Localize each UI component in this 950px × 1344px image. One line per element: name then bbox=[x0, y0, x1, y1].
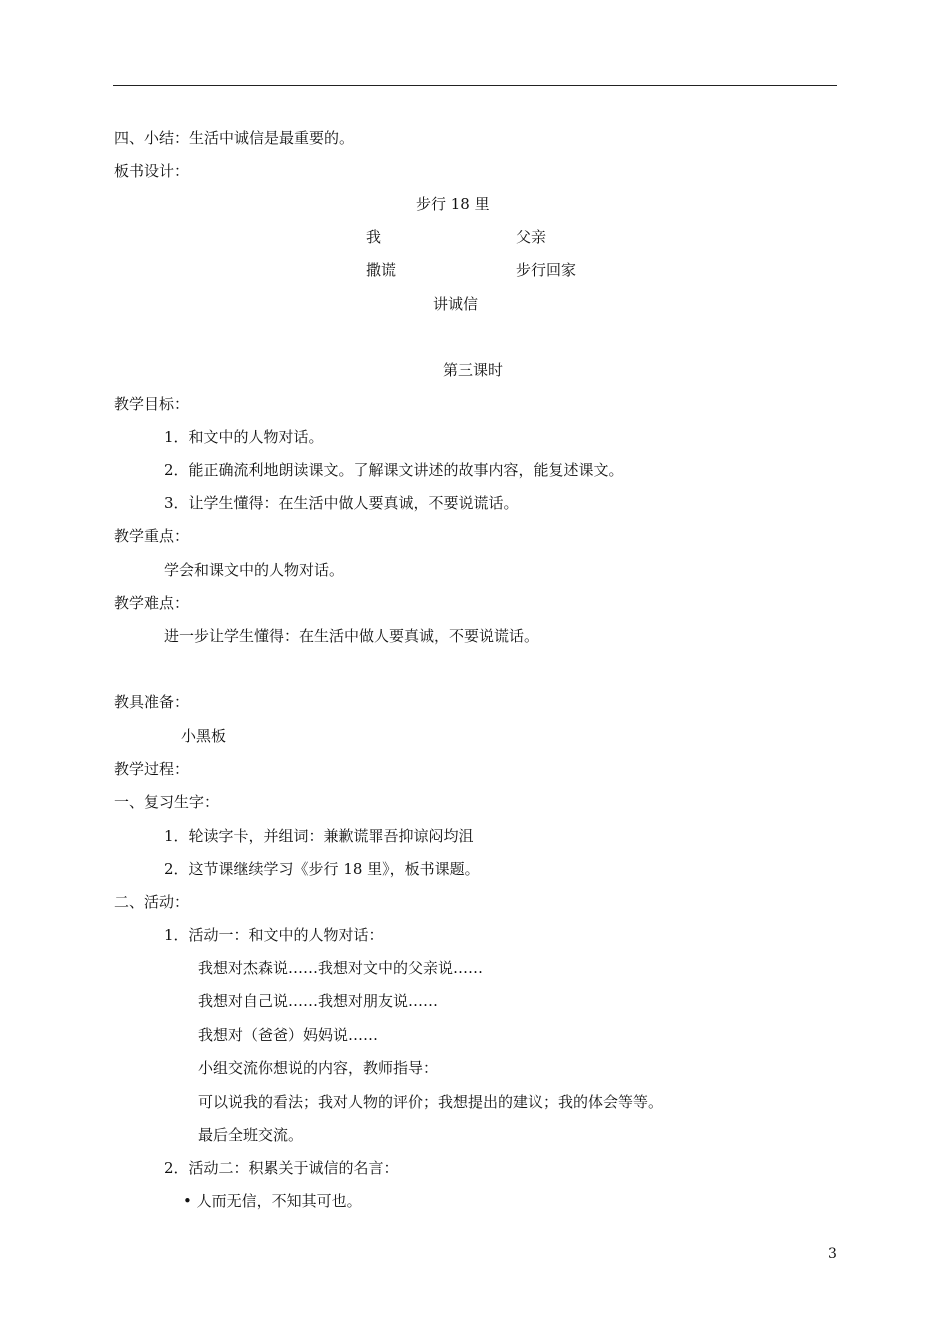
text-line: 我想对杰森说……我想对文中的父亲说…… bbox=[198, 959, 484, 977]
text-line: 教学难点： bbox=[114, 594, 190, 612]
text-line: 教具准备： bbox=[114, 693, 190, 711]
text-line: 学会和课文中的人物对话。 bbox=[164, 561, 345, 579]
text-line: 可以说我的看法；我对人物的评价；我想提出的建议；我的体会等等。 bbox=[198, 1093, 664, 1111]
text-line: 1．活动一：和文中的人物对话： bbox=[164, 926, 384, 944]
text-line: • 人而无信，不知其可也。 bbox=[183, 1192, 362, 1210]
text-line: 小组交流你想说的内容，教师指导： bbox=[198, 1059, 439, 1077]
text-line: 一、复习生字： bbox=[114, 793, 220, 811]
text-line: 最后全班交流。 bbox=[198, 1126, 304, 1144]
text-line: 撒谎 bbox=[366, 261, 397, 279]
text-line: 教学过程： bbox=[114, 760, 190, 778]
text-line: 教学重点： bbox=[114, 527, 190, 545]
text-line: 父亲 bbox=[516, 228, 547, 246]
text-line: 我想对（爸爸）妈妈说…… bbox=[198, 1026, 379, 1044]
text-line: 2．能正确流利地朗读课文。了解课文讲述的故事内容，能复述课文。 bbox=[164, 461, 624, 479]
text-line: 1．和文中的人物对话。 bbox=[164, 428, 324, 446]
text-line: 板书设计： bbox=[114, 162, 190, 180]
text-line: 第三课时 bbox=[443, 361, 504, 379]
text-line: 步行回家 bbox=[516, 261, 577, 279]
text-line: 二、活动： bbox=[114, 893, 190, 911]
text-line: 讲诚信 bbox=[433, 295, 479, 313]
text-line: 2．活动二：积累关于诚信的名言： bbox=[164, 1159, 399, 1177]
text-line: 四、小结：生活中诚信是最重要的。 bbox=[114, 129, 355, 147]
text-line: 教学目标： bbox=[114, 395, 190, 413]
header-rule bbox=[113, 85, 837, 86]
text-line: 我想对自己说……我想对朋友说…… bbox=[198, 992, 439, 1010]
text-line: 步行 18 里 bbox=[416, 195, 490, 213]
page-number: 3 bbox=[828, 1246, 837, 1262]
text-line: 3．让学生懂得：在生活中做人要真诚，不要说谎话。 bbox=[164, 494, 519, 512]
text-line: 小黑板 bbox=[181, 727, 227, 745]
text-line: 进一步让学生懂得：在生活中做人要真诚，不要说谎话。 bbox=[164, 627, 540, 645]
text-line: 2．这节课继续学习《步行 18 里》，板书课题。 bbox=[164, 860, 480, 878]
text-line: 我 bbox=[366, 228, 382, 246]
text-line: 1．轮读字卡，并组词：兼歉谎罪吾抑谅闷均沮 bbox=[164, 827, 474, 845]
